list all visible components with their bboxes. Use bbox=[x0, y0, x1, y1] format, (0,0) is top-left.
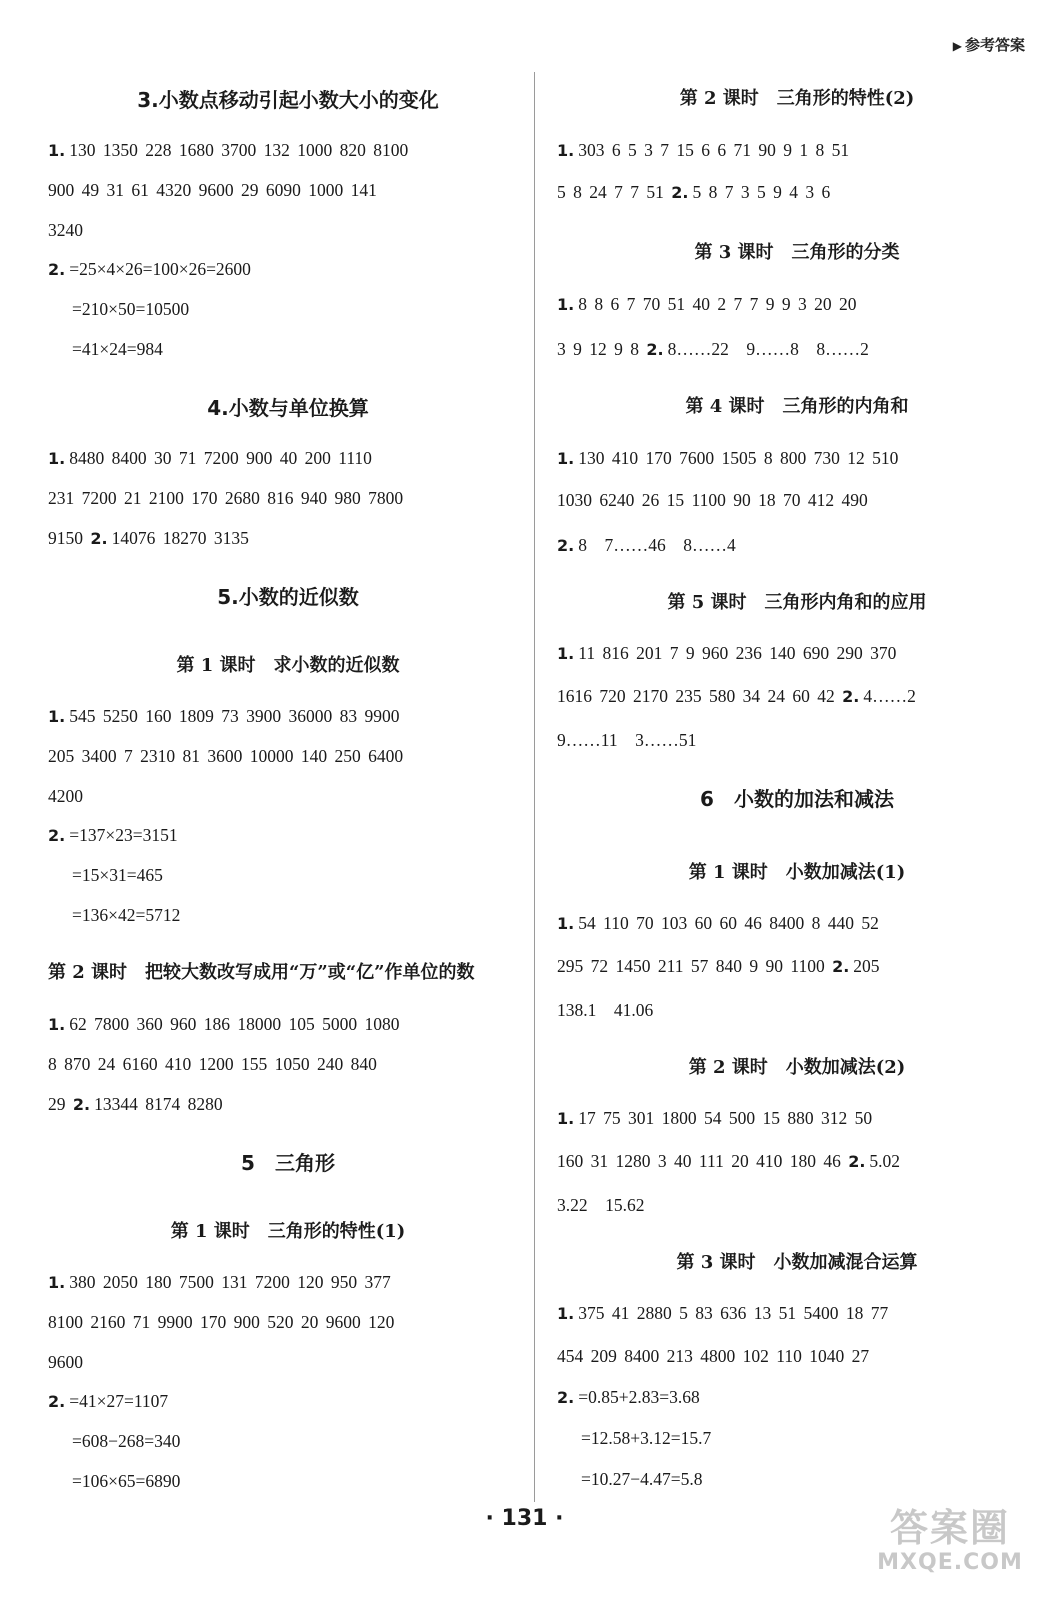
answer-line: =12.58+3.12=15.7 bbox=[581, 1428, 712, 1448]
answer-line: 1. 303 6 5 3 7 15 6 6 71 90 9 1 8 51 bbox=[557, 140, 850, 160]
answer-line: 1. 8 8 6 7 70 51 40 2 7 7 9 9 3 20 20 bbox=[557, 294, 857, 314]
section-title: 5.小数的近似数 bbox=[217, 585, 359, 609]
lesson-title: 第 2 课时 三角形的特性(2) bbox=[679, 88, 915, 109]
page-number: · 131 · bbox=[485, 1506, 564, 1531]
answer-line: 1. 11 816 201 7 9 960 236 140 690 290 370 bbox=[557, 643, 897, 663]
answer-line: 8 870 24 6160 410 1200 155 1050 240 840 bbox=[48, 1054, 377, 1074]
answer-line: 205 3400 7 2310 81 3600 10000 140 250 6400 bbox=[48, 746, 404, 766]
answer-line: 1. 130 1350 228 1680 3700 132 1000 820 8100 bbox=[48, 140, 409, 160]
answer-line: =41×24=984 bbox=[72, 339, 163, 359]
answer-line: 5 8 24 7 7 51 2. 5 8 7 3 5 9 4 3 6 bbox=[557, 182, 831, 202]
answer-line: =10.27−4.47=5.8 bbox=[581, 1469, 703, 1489]
answer-line: 29 2. 13344 8174 8280 bbox=[48, 1094, 223, 1114]
answer-line: 2. 8 7……46 8……4 bbox=[557, 535, 736, 555]
answer-line: =15×31=465 bbox=[72, 865, 163, 885]
watermark-logo bbox=[865, 1506, 1035, 1594]
answer-line: 231 7200 21 2100 170 2680 816 940 980 7800 bbox=[48, 488, 404, 508]
section-title: 4.小数与单位换算 bbox=[207, 396, 369, 420]
answer-line: 3.22 15.62 bbox=[557, 1195, 645, 1215]
answer-line: =136×42=5712 bbox=[72, 905, 181, 925]
answer-line: 4200 bbox=[48, 786, 83, 806]
lesson-title: 第 5 课时 三角形内角和的应用 bbox=[667, 592, 927, 613]
answer-line: 2. =0.85+2.83=3.68 bbox=[557, 1387, 700, 1407]
header-tag-text: 参考答案 bbox=[964, 36, 1025, 54]
lesson-title: 第 2 课时 小数加减法(2) bbox=[688, 1057, 906, 1078]
answer-line: 3240 bbox=[48, 220, 83, 240]
lesson-title: 第 4 课时 三角形的内角和 bbox=[685, 396, 909, 417]
lesson-title: 第 3 课时 小数加减混合运算 bbox=[676, 1252, 918, 1273]
answer-line: 1030 6240 26 15 1100 90 18 70 412 490 bbox=[557, 490, 868, 510]
answer-line: 160 31 1280 3 40 111 20 410 180 46 2. 5.02 bbox=[557, 1151, 901, 1171]
header-answer-tag bbox=[953, 34, 1025, 55]
play-arrow-icon: ▶ bbox=[952, 39, 962, 53]
lesson-title: 第 3 课时 三角形的分类 bbox=[694, 242, 900, 263]
answer-line: 1. 380 2050 180 7500 131 7200 120 950 377 bbox=[48, 1272, 391, 1292]
lesson-title: 第 1 课时 三角形的特性(1) bbox=[170, 1221, 406, 1242]
lesson-title: 第 1 课时 求小数的近似数 bbox=[176, 655, 400, 676]
watermark-top-text: 答案圈 bbox=[889, 1506, 1010, 1550]
watermark-bottom-text: MXQE.COM bbox=[877, 1550, 1023, 1575]
answer-line: 295 72 1450 211 57 840 9 90 1100 2. 205 bbox=[557, 956, 880, 976]
answer-line: 1. 17 75 301 1800 54 500 15 880 312 50 bbox=[557, 1108, 873, 1128]
answer-line: 3 9 12 9 8 2. 8……22 9……8 8……2 bbox=[557, 339, 869, 359]
answer-line: 9……11 3……51 bbox=[557, 730, 697, 750]
answer-line: =608−268=340 bbox=[72, 1431, 181, 1451]
lesson-title: 第 2 课时 把较大数改写成用“万”或“亿”作单位的数 bbox=[48, 962, 475, 983]
answer-line: 1. 545 5250 160 1809 73 3900 36000 83 9900 bbox=[48, 706, 400, 726]
section-title: 3.小数点移动引起小数大小的变化 bbox=[137, 88, 439, 112]
answer-line: 1. 62 7800 360 960 186 18000 105 5000 1080 bbox=[48, 1014, 400, 1034]
answer-line: 1. 375 41 2880 5 83 636 13 51 5400 18 77 bbox=[557, 1303, 889, 1323]
answer-line: 2. =41×27=1107 bbox=[48, 1391, 169, 1411]
answer-line: =106×65=6890 bbox=[72, 1471, 181, 1491]
answer-line: 1. 8480 8400 30 71 7200 900 40 200 1110 bbox=[48, 448, 372, 468]
answer-line: 9600 bbox=[48, 1352, 83, 1372]
section-title: 6 小数的加法和减法 bbox=[700, 787, 894, 811]
lesson-title: 第 1 课时 小数加减法(1) bbox=[688, 862, 906, 883]
answer-line: 454 209 8400 213 4800 102 110 1040 27 bbox=[557, 1346, 870, 1366]
answer-line: 2. =137×23=3151 bbox=[48, 825, 178, 845]
answer-line: 8100 2160 71 9900 170 900 520 20 9600 120 bbox=[48, 1312, 395, 1332]
answer-line: =210×50=10500 bbox=[72, 299, 190, 319]
column-divider bbox=[534, 72, 535, 1502]
answer-line: 2. =25×4×26=100×26=2600 bbox=[48, 259, 251, 279]
answer-line: 9150 2. 14076 18270 3135 bbox=[48, 528, 249, 548]
answer-line: 138.1 41.06 bbox=[557, 1000, 654, 1020]
answer-line: 1616 720 2170 235 580 34 24 60 42 2. 4……2 bbox=[557, 686, 916, 706]
answer-line: 1. 54 110 70 103 60 60 46 8400 8 440 52 bbox=[557, 913, 879, 933]
section-title: 5 三角形 bbox=[241, 1151, 335, 1175]
answer-line: 1. 130 410 170 7600 1505 8 800 730 12 510 bbox=[557, 448, 899, 468]
answer-line: 900 49 31 61 4320 9600 29 6090 1000 141 bbox=[48, 180, 377, 200]
